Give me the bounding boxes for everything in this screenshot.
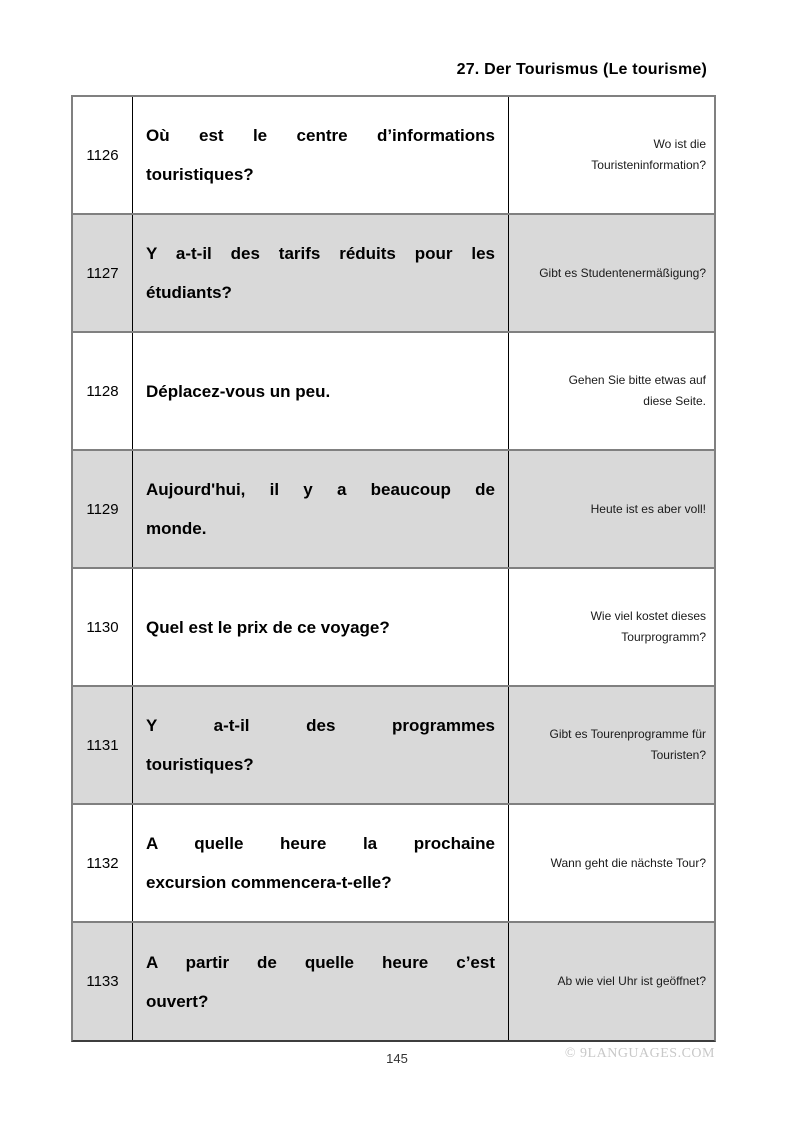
german-translation-cell [509,333,714,449]
french-line: touristiques? [146,755,254,774]
french-line: Quel est le prix de ce voyage? [146,617,390,637]
german-line: Ab wie viel Uhr ist geöffnet? [557,974,706,988]
french-line: Y a-t-il des tarifs réduits pour les [146,244,495,263]
german-line: Wann geht die nächste Tour? [550,855,706,870]
row-number: 1128 [73,333,133,449]
french-line: touristiques? [146,165,254,184]
german-translation-cell [509,569,714,685]
german-translation-cell [509,923,714,1040]
french-phrase-cell [133,215,509,331]
page-title: 27. Der Tourismus (Le tourisme) [456,61,707,78]
german-translation-cell [509,97,714,213]
french-line: Aujourd'hui, il y a beaucoup de [146,480,495,499]
french-line: ouvert? [146,991,209,1011]
german-translation-cell [509,215,714,331]
french-phrase-cell [133,451,509,567]
table-row [73,333,714,451]
table-row [73,687,714,805]
german-line: Touristen? [650,748,706,762]
table-row [73,569,714,687]
table-row [73,215,714,333]
french-phrase-cell [133,569,509,685]
table-row [73,923,714,1040]
german-line: Tourprogramm? [621,630,706,644]
german-line: Touristeninformation? [591,158,706,172]
row-number: 1132 [73,805,133,921]
french-phrase-cell [133,805,509,921]
french-line: Déplacez-vous un peu. [146,381,331,401]
german-line: Gibt es Studentenermäßigung? [539,265,706,280]
french-line: excursion commencera-t-elle? [146,873,392,892]
french-phrase-cell [133,923,509,1040]
german-line: Gehen Sie bitte etwas auf [568,373,706,387]
french-phrase-cell [133,687,509,803]
row-number: 1126 [73,97,133,213]
table-row [73,805,714,923]
french-line: Où est le centre d’informations [146,126,495,145]
watermark: © 9LANGUAGES.COM [564,1046,715,1061]
german-line: Wo ist die [653,137,706,151]
french-line: monde. [146,519,207,538]
german-translation-cell [509,451,714,567]
table-row [73,97,714,215]
french-line: étudiants? [146,283,232,302]
french-line: A quelle heure la prochaine [146,834,495,853]
german-translation-cell [509,687,714,803]
german-translation-cell [509,805,714,921]
row-number: 1131 [73,687,133,803]
french-phrase-cell [133,333,509,449]
row-number: 1129 [73,451,133,567]
french-line: A partir de quelle heure c’est [146,952,495,972]
page-number: 145 [386,1051,408,1066]
row-number: 1130 [73,569,133,685]
german-line: Heute ist es aber voll! [590,501,706,516]
row-number: 1133 [73,923,133,1040]
table-row [73,451,714,569]
german-line: Gibt es Tourenprogramme für [549,727,706,741]
french-phrase-cell [133,97,509,213]
row-number: 1127 [73,215,133,331]
phrase-table [71,95,716,1042]
german-line: Wie viel kostet dieses [590,609,706,623]
german-line: diese Seite. [643,394,706,408]
french-line: Y a-t-il des programmes [146,716,495,735]
